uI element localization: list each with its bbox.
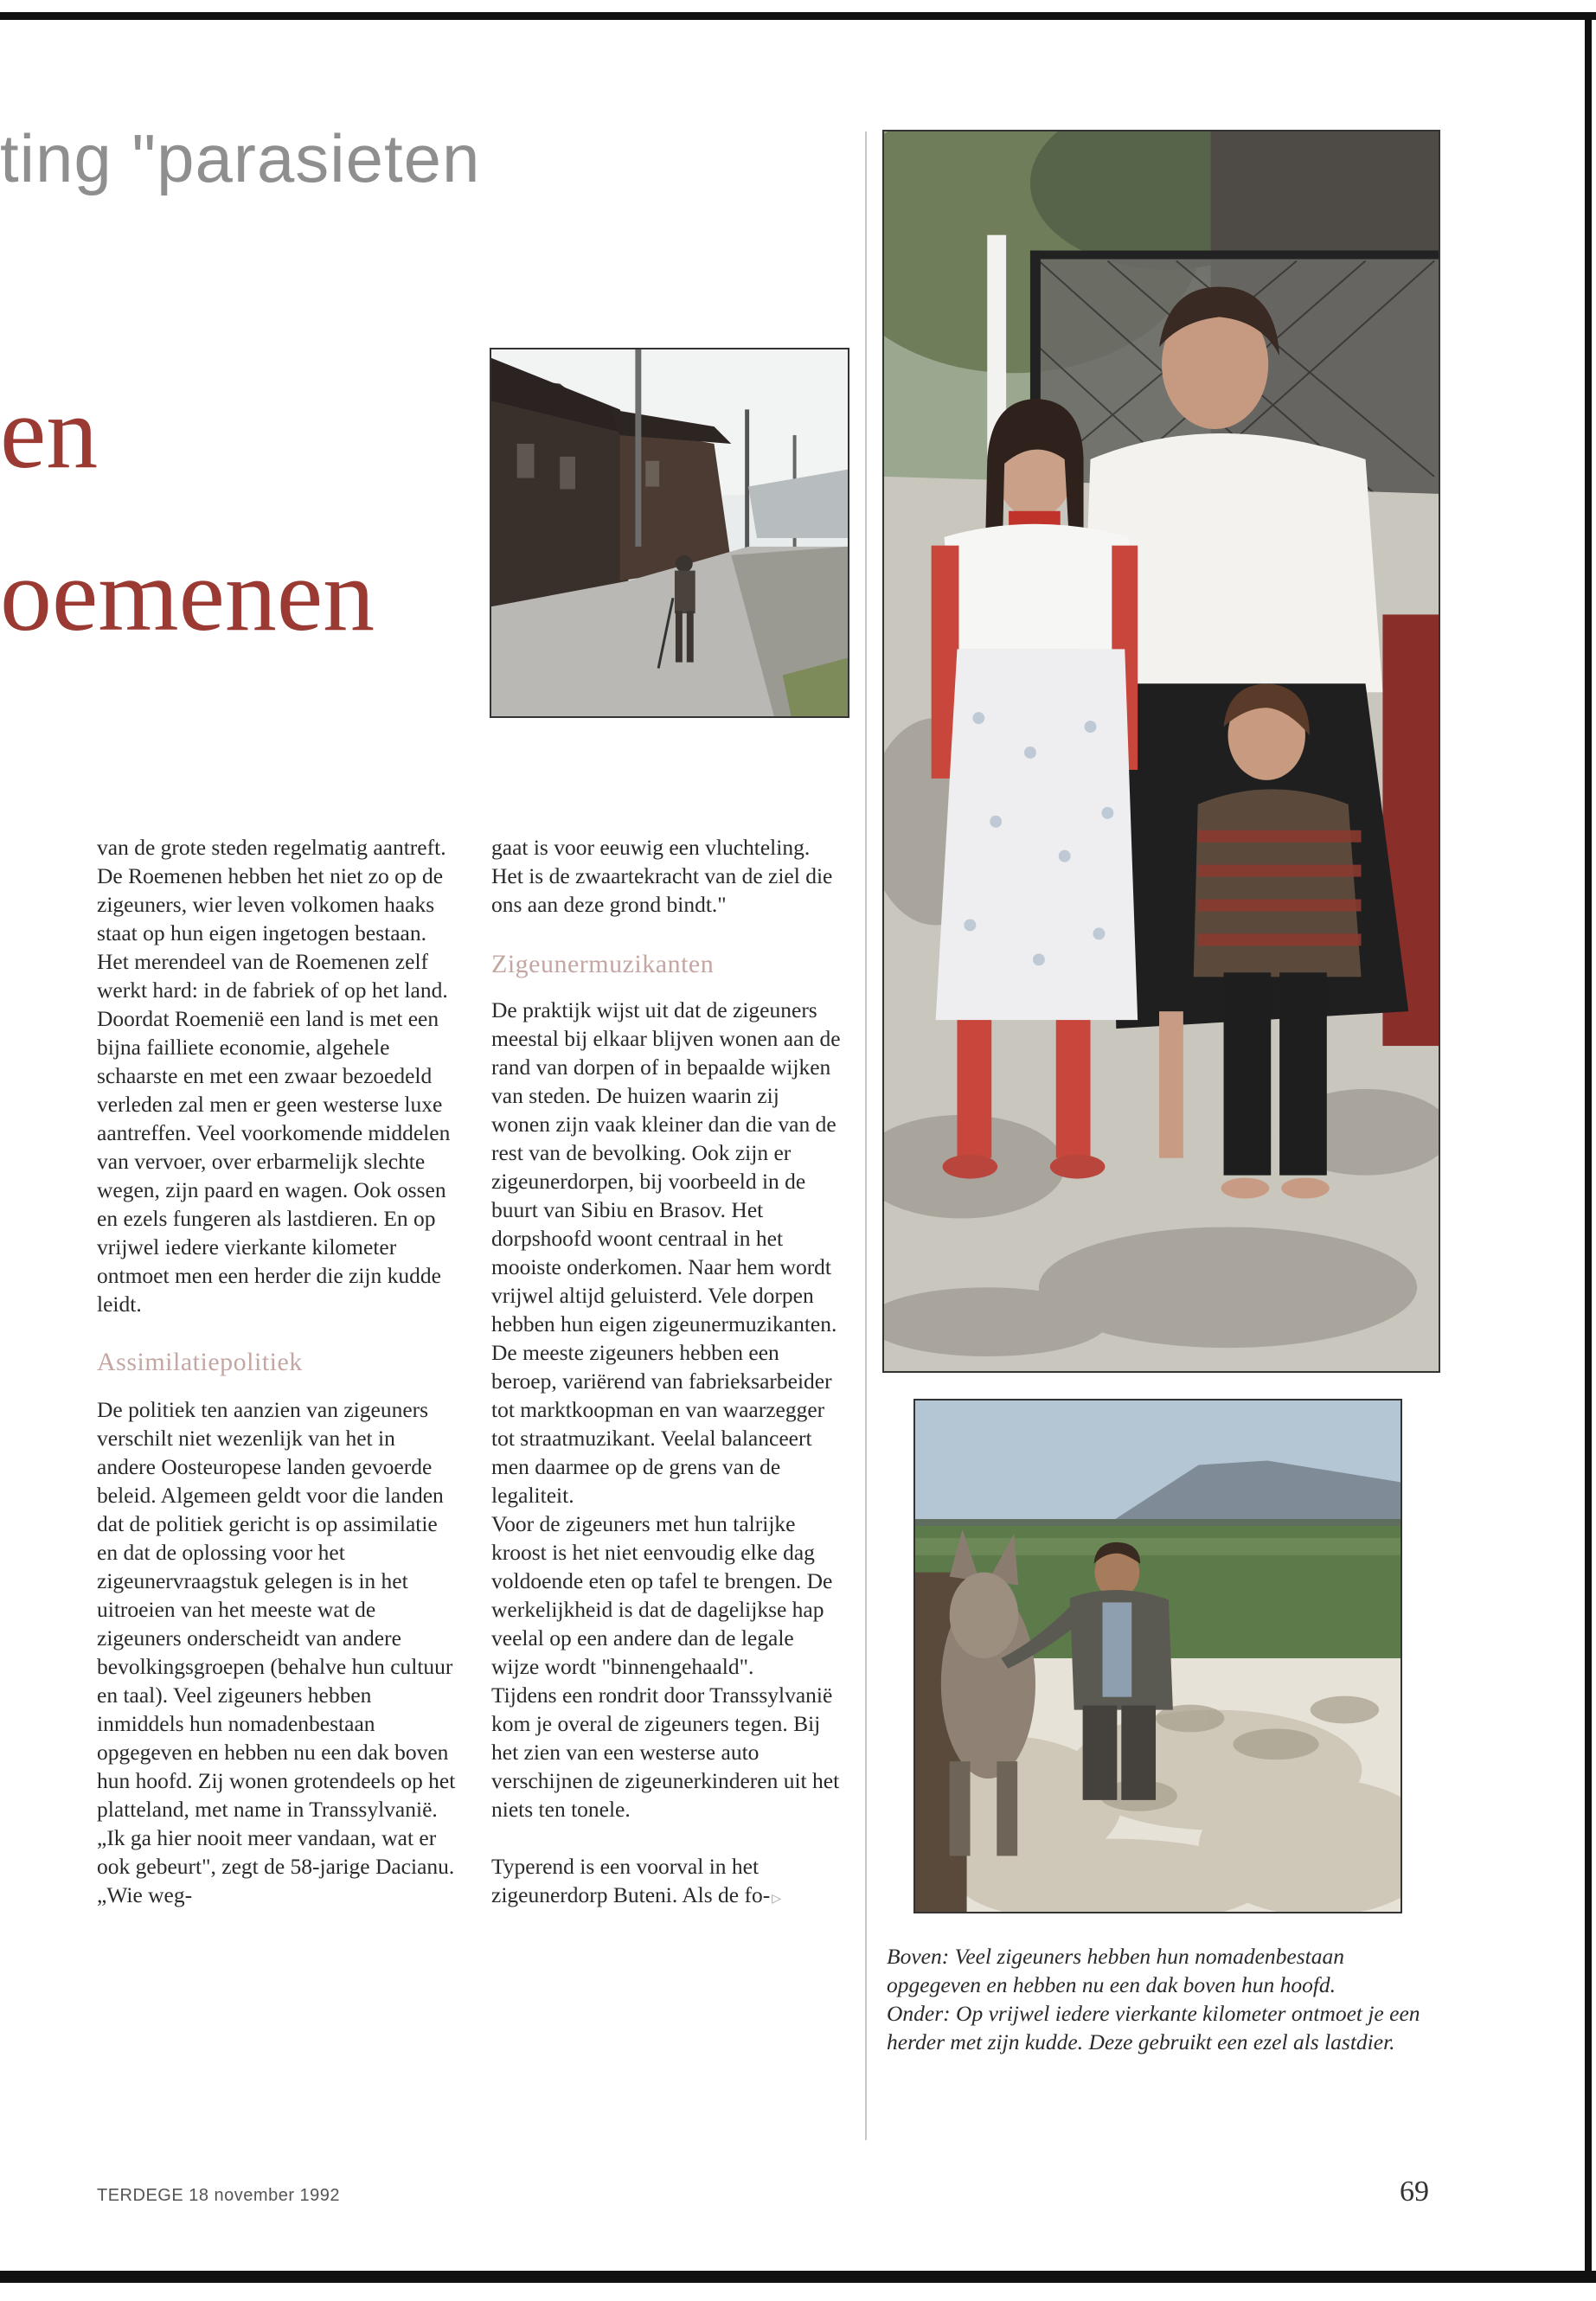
- body-paragraph: „Ik ga hier nooit meer vandaan, wat er ook gebeurt", zegt de 58-jarige Dacianu. „Wie weg-: [97, 1825, 455, 1907]
- street-photo: [490, 348, 849, 718]
- continue-arrow-icon: ▷: [772, 1893, 781, 1906]
- body-paragraph: van de grote steden regelmatig aantreft.: [97, 835, 446, 860]
- body-paragraph: Tijdens een rondrit door Transsylvanië kom je overal de zigeuners tegen. Bij het zien van een westerse auto verschijnen de zigeunerkinderen uit het niets ten tonele.: [491, 1682, 840, 1822]
- bottom-border-rule: [0, 2271, 1596, 2283]
- page-number: 69: [1400, 2176, 1429, 2208]
- column-divider: [865, 131, 867, 2140]
- body-paragraph: De politiek ten aanzien van zigeuners verschilt niet wezenlijk van het in andere Oosteuropese landen gevoerde beleid. Algemeen geldt voor die landen dat de politiek gericht is op assimilatie en dat de oplossing voor het zigeunervraagstuk gelegen is in het uitroeien van het meeste wat de zigeuners onderscheidt van andere bevolkingsgroepen (behalve hun cultuur en taal). Veel zigeuners hebben inmiddels hun nomadenbestaan opgegeven en hebben nu een dak boven hun hoofd. Zij wonen grotendeels op het platteland, met name in Transsylvanië.: [97, 1397, 456, 1822]
- body-paragraph: Voor de zigeuners met hun talrijke kroost is het niet eenvoudig elke dag voldoende eten op tafel te brengen. De werkelijkheid is dat de dagelijkse hap veelal op een andere dan de legale wijze wordt "binnengehaald".: [491, 1511, 833, 1679]
- body-paragraph: De meeste zigeuners hebben een beroep, variërend van fabrieksarbeider tot marktkoopman en van waarzegger tot straatmuzikant. Veelal balanceert men daarmee op de grens van de legaliteit.: [491, 1340, 832, 1508]
- shepherd-photo: [913, 1399, 1402, 1913]
- footer-publication: TERDEGE 18 november 1992: [97, 2186, 341, 2205]
- headline-red-line-2: oemenen: [0, 537, 375, 652]
- body-paragraph: gaat is voor eeuwig een vluchteling. Het is de zwaartekracht van de ziel die ons aan deze grond bindt.": [491, 835, 833, 917]
- body-paragraph: De Roemenen hebben het niet zo op de zigeuners, wier leven volkomen haaks staat op hun eigen ingetogen bestaan. Het merendeel van de Roemenen zelf werkt hard: in de fabriek of op het land. Doordat Roemenië een land is met een bijna failliete economie, algehele schaarste en met een zwaar bezoedeld verleden zal men er geen westerse luxe aantreffen. Veel voorkomende middelen van vervoer, over erbarmelijk slechte wegen, zijn paard en wagen. Ook ossen en ezels fungeren als lastdieren. En op vrijwel iedere vierkante kilometer ontmoet men een herder die zijn kudde leidt.: [97, 863, 451, 1317]
- subhead-zigeunermuzikanten: Zigeunermuzikanten: [491, 950, 715, 978]
- body-paragraph-text: Typerend is een voorval in het zigeunerdorp Buteni. Als de fo-: [491, 1854, 771, 1907]
- top-border-rule: [0, 12, 1596, 20]
- caption-bottom: Onder: Op vrijwel iedere vierkante kilometer ontmoet je een herder met zijn kudde. Deze gebruikt een ezel als lastdier.: [887, 2001, 1420, 2054]
- right-border-rule: [1585, 12, 1592, 2283]
- photo-caption: [887, 1942, 1423, 2056]
- article-column-1: [97, 833, 458, 1909]
- caption-top: Boven: Veel zigeuners hebben hun nomadenbestaan opgegeven en hebben nu een dak boven hun hoofd.: [887, 1944, 1344, 1997]
- headline-red-line-1: en: [0, 375, 99, 490]
- headline-grey: ting "parasieten: [0, 120, 481, 196]
- subhead-assimilatiepolitiek: Assimilatiepolitiek: [97, 1348, 303, 1376]
- family-photo: [882, 130, 1440, 1373]
- body-paragraph: [491, 1852, 842, 1913]
- body-paragraph: De praktijk wijst uit dat de zigeuners meestal bij elkaar blijven wonen aan de rand van dorpen of in bepaalde wijken van steden. De huizen waarin zij wonen zijn vaak kleiner dan die van de rest van de bevolking. Ook zijn er zigeunerdorpen, bij voorbeeld in de buurt van Sibiu en Brasov. Het dorpshoofd woont centraal in het mooiste onderkomen. Naar hem wordt vrijwel altijd geluisterd. Vele dorpen hebben hun eigen zigeunermuzikanten.: [491, 997, 841, 1336]
- article-column-2: [491, 833, 842, 1913]
